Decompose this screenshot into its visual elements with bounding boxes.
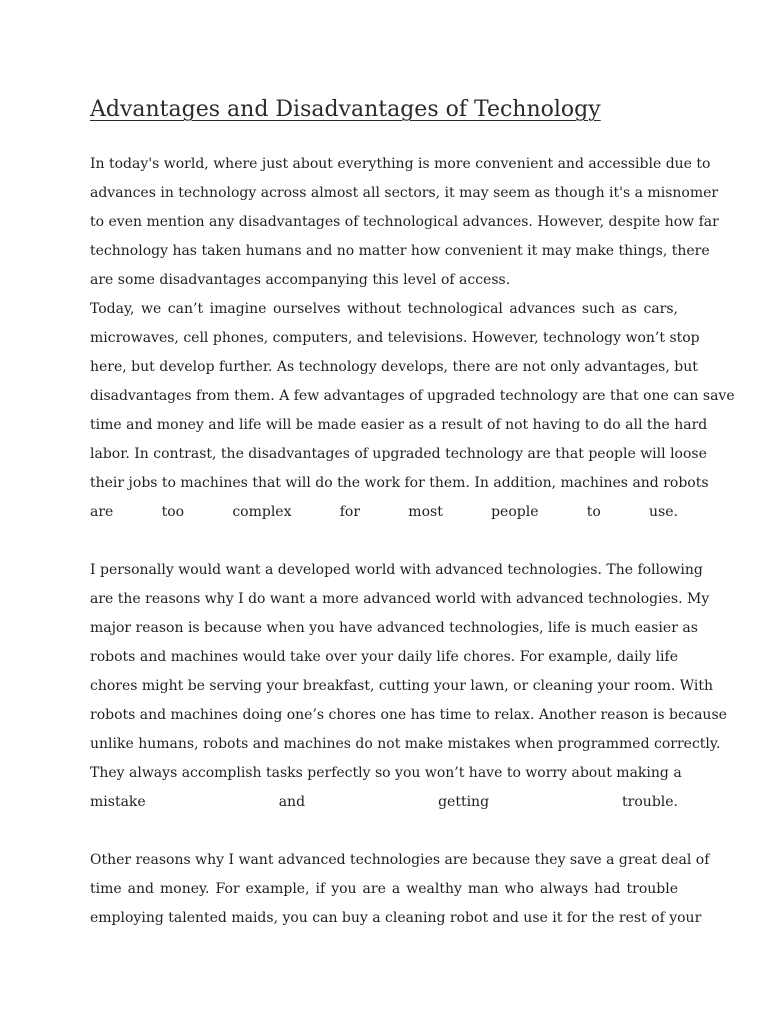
text-line: time and money. For example, if you are a wealthy man who always had trouble <box>90 881 678 897</box>
text-line: robots and machines would take over your daily life chores. For example, daily life <box>90 649 678 665</box>
text-line: I personally would want a developed world with advanced technologies. The following <box>90 562 703 578</box>
text-line: labor. In contrast, the disadvantages of upgraded technology are that people will loose <box>90 446 707 462</box>
text-line: time and money and life will be made easier as a result of not having to do all the hard <box>90 417 708 433</box>
text-line: to even mention any disadvantages of technological advances. However, despite how far <box>90 214 719 230</box>
text-line: major reason is because when you have advanced technologies, life is much easier as <box>90 620 698 636</box>
text-line: disadvantages from them. A few advantages of upgraded technology are that one can save <box>90 388 735 404</box>
text-line: They always accomplish tasks perfectly so you won’t have to worry about making a <box>90 765 682 781</box>
text-line: In today's world, where just about everything is more convenient and accessible due to <box>90 156 711 172</box>
text-line: chores might be serving your breakfast, cutting your lawn, or cleaning your room. With <box>90 678 714 694</box>
text-line: advances in technology across almost all sectors, it may seem as though it's a misnomer <box>90 185 719 201</box>
text-line: employing talented maids, you can buy a cleaning robot and use it for the rest of your <box>90 910 702 926</box>
text-line: unlike humans, robots and machines do not make mistakes when programmed correctly. <box>90 736 721 752</box>
document-body <box>90 150 735 933</box>
paragraph-personal <box>90 556 727 817</box>
document-title: Advantages and Disadvantages of Technology <box>90 97 601 122</box>
text-line: microwaves, cell phones, computers, and televisions. However, technology won’t stop <box>90 330 700 346</box>
text-line: are some disadvantages accompanying this level of access. <box>90 272 511 288</box>
text-line: robots and machines doing one’s chores one has time to relax. Another reason is because <box>90 707 727 723</box>
text-line: Today, we can’t imagine ourselves without technological advances such as cars, <box>90 301 678 317</box>
text-line: their jobs to machines that will do the work for them. In addition, machines and robots <box>90 475 709 491</box>
paragraph-other-reasons <box>90 846 710 933</box>
text-line: are the reasons why I do want a more advanced world with advanced technologies. My <box>90 591 710 607</box>
text-line: technology has taken humans and no matter how convenient it may make things, there <box>90 243 710 259</box>
text-line: Other reasons why I want advanced technologies are because they save a great deal of <box>90 852 710 868</box>
paragraph-spacer <box>90 527 678 556</box>
paragraph-today <box>90 295 735 527</box>
text-line: are too complex for most people to use. <box>90 504 678 520</box>
paragraph-intro <box>90 150 719 295</box>
text-line: mistake and getting trouble. <box>90 794 678 810</box>
paragraph-spacer <box>90 817 678 846</box>
text-line: here, but develop further. As technology develops, there are not only advantages, but <box>90 359 698 375</box>
